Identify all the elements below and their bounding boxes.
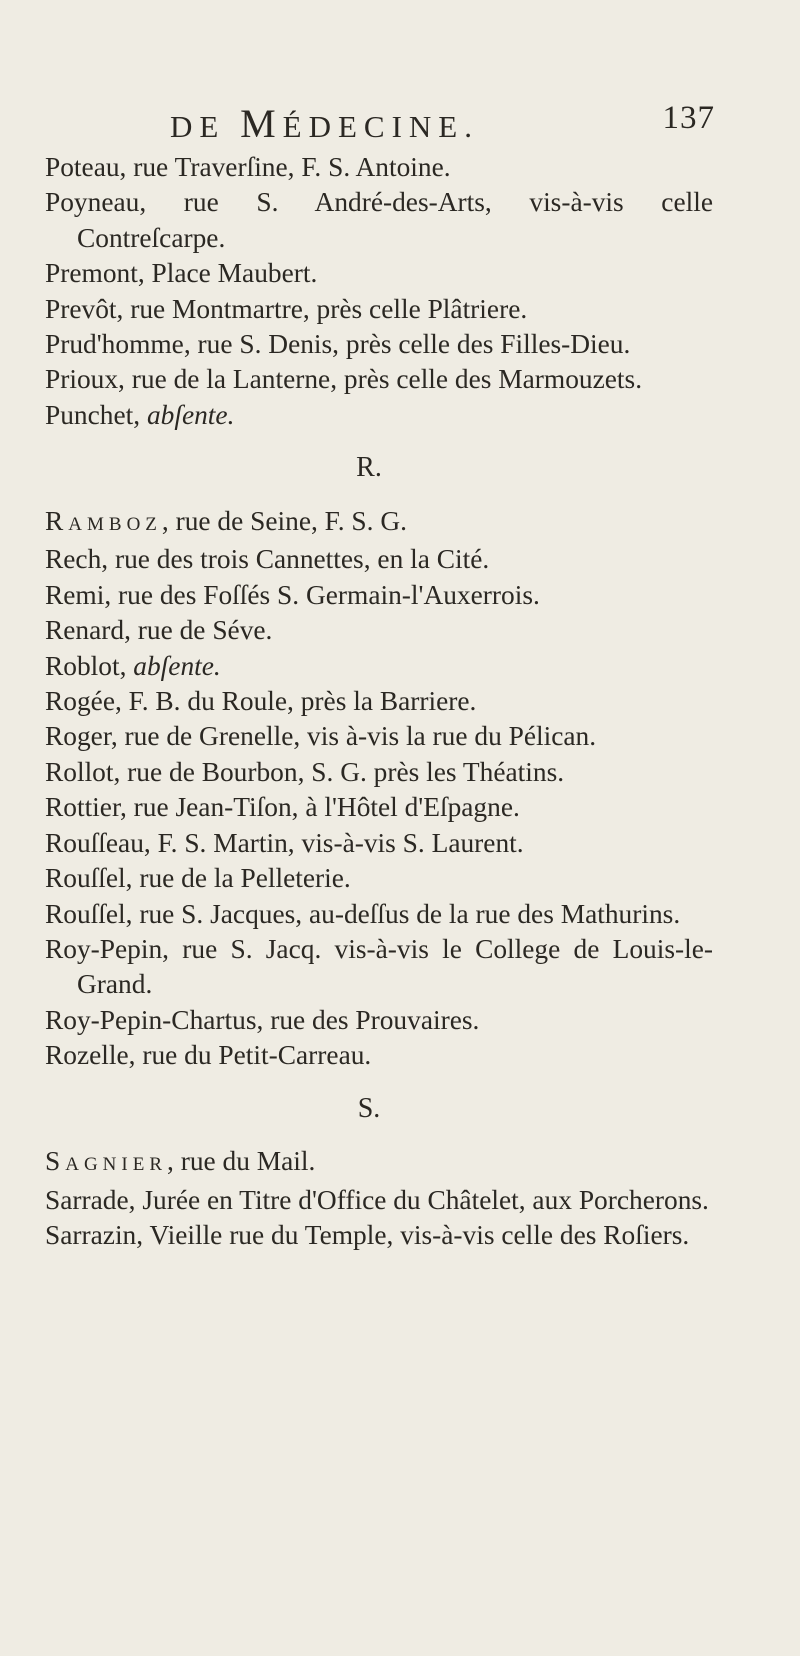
directory-entries (45, 150, 713, 1254)
entry: Rouſſel, rue S. Jacques, au-deſſus de la rue des Mathurins. (45, 898, 681, 929)
entry: Prevôt, rue Montmartre, près celle Plâtriere. (45, 293, 528, 324)
entry: Premont, Place Maubert. (45, 258, 318, 289)
running-head-initial-m: M (240, 101, 283, 146)
entry: Prud'homme, rue S. Denis, près celle des Filles-Dieu. (45, 329, 631, 360)
running-head-initial-d: D (170, 109, 200, 144)
page-header (45, 100, 715, 150)
entry: Renard, rue de Séve. (45, 615, 273, 646)
entry-name: Punchet, (45, 399, 147, 430)
entry: Roy-Pepin, rue S. Jacq. vis-à-vis le College de Louis-le-Grand. (45, 933, 713, 1000)
entry: Poteau, rue Traverſine, F. S. Antoine. (45, 152, 451, 182)
entry: Poyneau, rue S. André-des-Arts, vis-à-vis celle Contreſcarpe. (45, 187, 713, 253)
entry: Rogée, F. B. du Roule, près la Barriere. (45, 686, 477, 717)
entry: Rouſſel, rue de la Pelleterie. (45, 863, 351, 894)
entry: Roy-Pepin-Chartus, rue des Prouvaires. (45, 1004, 480, 1035)
entry: Roger, rue de Grenelle, vis à-vis la rue du Pélican. (45, 721, 597, 752)
section-letter-s: S. (357, 1092, 381, 1124)
entry: Sarrade, Jurée en Titre d'Office du Châtelet, aux Porcherons. (45, 1184, 709, 1215)
entry-status: abſente. (146, 399, 235, 430)
entry: Rouſſeau, F. S. Martin, vis-à-vis S. Laurent. (45, 827, 524, 858)
entry-name: Roblot, (45, 650, 134, 681)
running-head-part-2: ÉDECINE. (282, 109, 479, 144)
entry (45, 649, 713, 684)
entry: RAMBOZ, rue de Seine, F. S. G. (45, 506, 407, 537)
entry: Prioux, rue de la Lanterne, près celle des Marmouzets. (45, 364, 643, 395)
entry: Rottier, rue Jean-Tiſon, à l'Hôtel d'Eſpagne. (45, 792, 520, 823)
entry: Remi, rue des Foſſés S. Germain-l'Auxerrois. (45, 579, 540, 610)
entry-status: abſente. (133, 650, 221, 681)
section-lead-name: SAGNIER (45, 1146, 168, 1177)
entry (45, 398, 713, 433)
entry: SAGNIER, rue du Mail. (45, 1146, 316, 1177)
section-lead-name: RAMBOZ (45, 506, 162, 537)
page-number: 137 (662, 100, 715, 136)
entry: Sarrazin, Vieille rue du Temple, vis-à-vis celle des Roſiers. (45, 1220, 690, 1251)
entry: Rollot, rue de Bourbon, S. G. près les Théatins. (45, 756, 565, 787)
section-letter-r: R. (356, 452, 382, 484)
running-head (170, 100, 479, 147)
entry: Rech, rue des trois Cannettes, en la Cité. (45, 544, 490, 575)
running-head-part-1: E (199, 109, 241, 144)
entry: Rozelle, rue du Petit-Carreau. (45, 1040, 372, 1071)
